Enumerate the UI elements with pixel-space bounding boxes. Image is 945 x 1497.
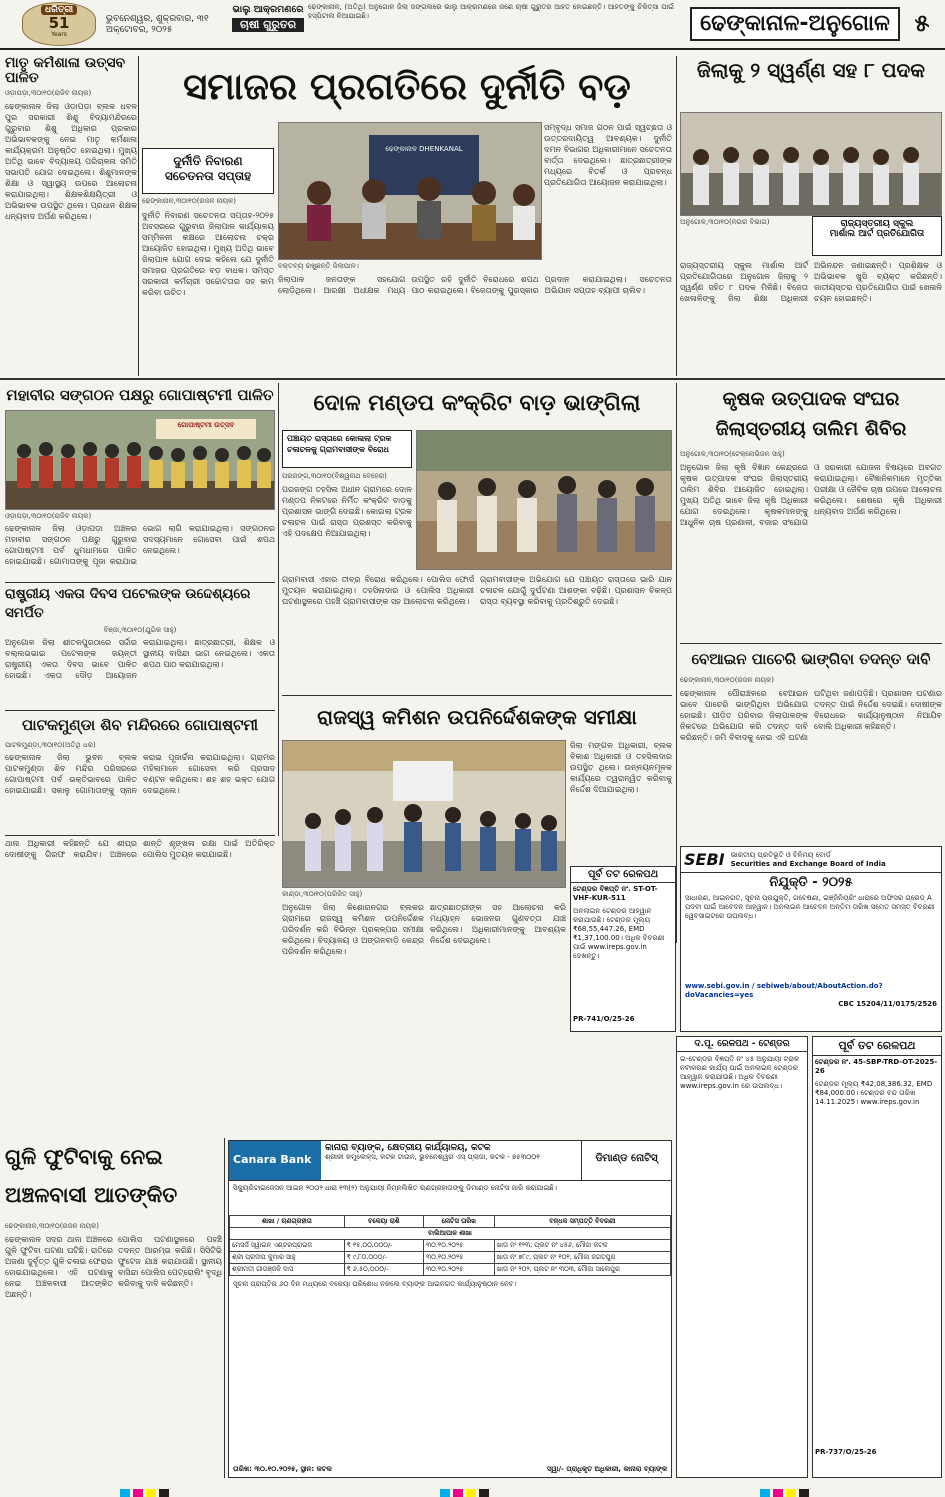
beain-body: ଢେଙ୍କାନାଳ ପୌରାଞ୍ଚଳରେ ବେଆଇନ ଭାବେ ପାଚେରି ଭାଙ୍ଗିଥିବା ଅଭିଯୋଗ ହୋଇଛି। ପୀଡ଼ିତ ପରିବାର ଜିଲାପାଳଙ୍କ ନିକଟରେ ଅଭିଯୋଗ କରି ତଦନ୍ତ ଦାବି କରିଛନ୍ତି। ଜମି ବିବାଦକୁ ନେଇ ଏହି ଘଟଣା ଘଟିଥିବା ଜଣାପଡ଼ିଛି। ପ୍ରଶାସନ ଘଟଣାର ତଦନ୍ତ ପାଇଁ ନିର୍ଦ୍ଦେଶ ଦେଇଛି। ଦୋଷୀଙ୍କ ବିରୋଧରେ କାର୍ଯ୍ୟାନୁଷ୍ଠାନ ନିଆଯିବ ବୋଲି ଅଧିକାରୀ କହିଛନ୍ତି। [680,689,942,742]
swatch-yellow [466,1489,476,1497]
medals-subhead-a: ରାଜ୍ୟସ୍ତରୀୟ ସ୍କୁଲ [840,219,914,229]
lead-subhead-b: ସଚେତନତା ସପ୍ତାହ [164,169,252,183]
tender1-title: ପୂର୍ବ ତଟ ରେଳପଥ [571,867,675,883]
registration-right [760,1484,812,1497]
row-name: ମେସର୍ସ ସ୍ୱାଇନ ଏଣ୍ଟରପ୍ରାଇଜ [230,1240,345,1252]
table-row [230,1240,671,1252]
row-amount: ₹ ୧୫,୦୦,୦୦୦/- [344,1240,423,1252]
swatch-cyan [760,1489,770,1497]
tender-ad-3 [812,1036,942,1478]
medals-headline: ଜିଲାକୁ ୨ ସ୍ୱର୍ଣ୍ଣ ସହ ୮ ପଦକ [696,58,926,82]
dol-headline: ଦୋଳ ମଣ୍ଡପ କଂକ୍ରିଟ ବାଡ଼ ଭାଙ୍ଗିଲା [313,391,641,416]
guli-headline-b: ଅଞ୍ଚଳବାସୀ ଆତଙ୍କିତ [5,1183,178,1207]
tender-ad-1 [570,866,676,1032]
tender2-title: ଦ.ପୂ. ରେଳପଥ - ଟେଣ୍ଡର [677,1037,807,1052]
anniversary-emblem [22,2,96,46]
medals-subhead-b: ମାର୍ଶାଲ ଆର୍ଟ ପ୍ରତିଯୋଗିତା [829,229,925,239]
sebi-title-en: Securities and Exchange Board of India [730,859,886,868]
row-amount: ₹ ୯,୮୦,୦୦୦/- [344,1252,423,1264]
sebi-body: ସାଧାରଣ, ଆଇନଗତ, ସୂଚନା ପ୍ରଯୁକ୍ତି, ଗବେଷଣା, ଇଞ୍ଜିନିୟରିଂ ଧାରାରେ ଅଫିସର ଗ୍ରେଡ୍ A ପଦବୀ ପାଇଁ ଆବେଦନ ଆହ୍ୱାନ। ଅନଲାଇନ ଆବେଦନ ଅନ୍ତିମ ତାରିଖ ସମେତ ସମସ୍ତ ବିବରଣୀ ୱେବସାଇଟରେ ଉପଲବ୍ଧ। [685,894,935,920]
mahavir-banner: ଗୋପାଷ୍ଟମୀ ଉତ୍ସବ [177,421,235,429]
masthead [0,0,945,50]
tender1-ref: ଟେଣ୍ଡର ବିଜ୍ଞପ୍ତି ନଂ. ST-OT-VHF-KUR-511 [573,885,658,902]
guli-body-3: ଥାନା ଅଧିକାରୀ କହିଛନ୍ତି ଯେ ଶୀଘ୍ର ଦୋଷୀଙ୍କୁ ଗିରଫ କରାଯିବ। ଅଞ୍ଚଳରେ ଶାନ୍ତି ଶୃଙ୍ଖଳା ରକ୍ଷା ପାଇଁ ଅତିରିକ୍ତ ପୋଲିସ ମୁତୟନ କରାଯାଇଛି। [5,839,275,859]
section-name: ଢେଙ୍କାନାଳ-ଅନୁଗୋଳ [690,7,900,41]
kicker-dateline: ଓଡ଼ାପଡ଼ା,୩୦ା୧୦(ରାଜିବ ନାୟକ) [5,89,92,98]
swatch-yellow [146,1489,156,1497]
guli-body-1: ଢେଙ୍କାନାଳ ସଦର ଥାନା ଅଞ୍ଚଳରେ ଗୁଳି ଫୁଟିବା ଘଟଣା ଘଟିଛି। ରାତିରେ ଅଜଣା ଦୁର୍ବୃତ୍ତ ଗୁଳି ଚଳାଇ ଫେରାର ହୋଇଯାଇଥିଲେ। ଏହି ଘଟଣାକୁ ନେଇ ଅଞ୍ଚଳବାସୀ ଆତଙ୍କିତ ଅଛନ୍ତି। [5,1235,113,1299]
anniversary-label: ଧରିତ୍ରୀ [41,5,77,15]
promo-box [232,4,304,42]
canara-logo: Canara Bank [229,1141,321,1180]
patak-extra [5,838,275,1134]
row-name: ଶ୍ରୀମତୀ ଗୀତାଞ୍ଜଳି ଦାସ [230,1264,345,1276]
rajaswa-photo [282,740,566,888]
canara-date: ତାରିଖ: ୩୦.୧୦.୨୦୨୫, ସ୍ଥାନ: କଟକ [233,1465,332,1473]
sebi-ad [680,846,942,1032]
sebi-title: ଭାରତୀୟ ପ୍ରତିଭୂତି ଓ ବିନିମୟ ବୋର୍ଡ [730,850,831,859]
mahavir-headline: ମହାବୀର ସଙ୍ଗଠନ ପକ୍ଷରୁ ଗୋପାଷ୍ଟମୀ ପାଳିତ [6,386,274,404]
rastriya-body: ଅନୁଗୋଳ ଜିଲା ଶୀତଳପୁରଠାରେ ସର୍ଦ୍ଦାର ବଲ୍ଲଭଭାଇ ପଟେଲଙ୍କ ଜୟନ୍ତୀ ରାଷ୍ଟ୍ରୀୟ ଏକତା ଦିବସ ଭାବେ ପାଳିତ ହୋଇଛି। ଏକତା ଦୌଡ଼ ଆୟୋଜନ କରାଯାଇଥିଲା। ଛାତ୍ରଛାତ୍ରୀ, ଶିକ୍ଷକ ଓ ସ୍ଥାନୀୟ ବାସିନ୍ଦା ଭାଗ ନେଇଥିଲେ। ଏକତା ଶପଥ ପାଠ କରାଯାଇଥିଲା। [5,638,275,680]
promo-line-b: ଚାଷୀ ଗୁରୁତର [232,18,304,32]
canara-addr: ଶ୍ରୀକୀ କମ୍ପ୍ଲେକ୍ସ, କଟକ ଟାଉନ, ଭୁବନେଶ୍ୱର ଏସ୍ ପ୍ଲାଜା, କଟକ - ୭୫୩୦୦୧ [325,1153,540,1161]
row-amount: ₹ ୬,୫୦,୦୦୦/- [344,1264,423,1276]
lead-photo-scene [279,123,542,260]
lead-photo [278,122,542,260]
canara-footer: ସୂଚନା ପ୍ରାପ୍ତିର ୬୦ ଦିନ ମଧ୍ୟରେ ବକେୟା ପରିଶୋଧ ନକଲେ ବ୍ୟାଙ୍କ ଆଇନଗତ କାର୍ଯ୍ୟାନୁଷ୍ଠାନ ନେବ। [233,1280,517,1288]
kicker-body: ଢେଙ୍କାନାଳ ଜିଲା ଓଡ଼ାପଡ଼ା ବ୍ଲକ ଧବଳ ପୁର ସରକାରୀ ଶିଶୁ ବିଦ୍ୟାମନ୍ଦିରରେ ଗୁରୁବାର ଶିଶୁ ଅଧିକାର ପ୍ରକାର ଅଭିଭାବକଙ୍କୁ ନେଇ ମାତୃ କର୍ମଶାଳା କାର୍ଯ୍ୟକ୍ରମ ଅନୁଷ୍ଠିତ ହୋଇଥିଲା। ମୁଖ୍ୟ ଅତିଥି ଭାବେ ବିଦ୍ୟାଳୟ ପରିଚାଳନା ସମିତି ସଭାପତି ଯୋଗ ଦେଇଥିଲେ। ଶିଶୁମାନଙ୍କ ଶିକ୍ଷା ଓ ସ୍ୱାସ୍ଥ୍ୟ ଉପରେ ଆଲୋଚନା କରାଯାଇଥିଲା। ଶିକ୍ଷକଶିକ୍ଷୟିତ୍ରୀ ଓ ଅଭିଭାବକ ଉପସ୍ଥିତ ଥିଲେ। ପ୍ରଧାନ ଶିକ୍ଷକ ଧନ୍ୟବାଦ ଅର୍ପଣ କରିଥିଲେ। [5,102,137,222]
dol-photo [416,430,672,570]
beain-headline: ବେଆଇନ ପାଚେରି ଭାଙ୍ଗିବା ତଦନ୍ତ ଦାବି [691,650,931,668]
lead-subhead-a: ଦୁର୍ନୀତି ନିବାରଣ [173,154,243,168]
tender3-ref: ଟେଣ୍ଡର ନଂ. 45-SBP-TRD-OT-2025-26 [815,1058,938,1075]
row-asset: ଖାତା ନଂ ୭୮୯, ପ୍ଲଟ ନଂ ୧୦୧, ମୌଜା ଜଗତପୁର [494,1252,670,1264]
swatch-magenta [133,1489,143,1497]
krushak-headline-a: କୃଷକ ଉତ୍ପାଦକ ସଂଘର [722,388,900,410]
patak-body: ଢେଙ୍କାନାଳ ଜିଲା ଭୁବନ ବ୍ଲକ ପାଟକମୁଣ୍ଡା ଶିବ ମନ୍ଦିର ପରିସରରେ ଗୋପାଷ୍ଟମୀ ପର୍ବ ଭକ୍ତିଭାବରେ ପାଳିତ ହୋଇଯାଇଛି। ସକାଳୁ ଗୋମାତାଙ୍କୁ ସ୍ନାନ କରାଇ ପୂଜାର୍ଚ୍ଚନା କରାଯାଇଥିଲା। ଗ୍ରାମର ମହିଳାମାନେ ଗୋସେବା କରି ପ୍ରସାଦ ବଣ୍ଟନ କରିଥିଲେ। ଶହ ଶହ ଭକ୍ତ ଯୋଗ ଦେଇଥିଲେ। [5,753,275,795]
lead-body-3: ଜିଲାପାଳ ଜନତାଙ୍କ ସହଯୋଗ ଲୋଡ଼ିଥିଲେ। ଆରକ୍ଷୀ ଅଧୀକ୍ଷକ ମଧ୍ୟ ଉପସ୍ଥିତ ରହି ଦୁର୍ନୀତି ବିରୋଧରେ ଶପଥ ପାଠ କରାଇଥିଲେ। ବିଜେତାଙ୍କୁ ପୁରସ୍କାର ପ୍ରଦାନ କରାଯାଇଥିଲା। ସଚେତନତା ଅଭିଯାନ ସପ୍ତାହ ବ୍ୟାପୀ ଚାଲିବ। [278,275,672,295]
lead-dateline: ଢେଙ୍କାନାଳ,୩୦ା୧୦(ରଜନ ନାୟକ) [142,197,236,205]
canara-intro: ସିକ୍ୟୁରିଟାଇଜେସନ ଆଇନ ୨୦୦୨ ଧାରା ୧୩(୨) ଅନୁଯାୟୀ ନିମ୍ନଲିଖିତ ଋଣଗ୍ରହୀତାଙ୍କୁ ଡିମାଣ୍ଡ ନୋଟିସ ଜାରି କରାଯାଇଛି। [233,1184,557,1192]
swatch-magenta [453,1489,463,1497]
mahavir-caption: ଓଡ଼ାପଡ଼ା,୩୦ା୧୦(ରାଜିବ ନାୟକ) [5,512,92,520]
krushak-headline-b: ଜିଲାସ୍ତରୀୟ ତାଲିମ ଶିବିର [715,418,907,440]
beain-dateline: ଢେଙ୍କାନାଳ,୩୦ା୧୦(ରଜନ ନାୟକ) [680,676,774,684]
dol-photo-scene [417,431,672,570]
rastriya-headline: ରାଷ୍ଟ୍ରୀୟ ଏକତା ଦିବସ ପଟେଲଙ୍କ ଉଦ୍ଦେଶ୍ୟରେ ସମର୍ପିତ [5,586,251,621]
medals-photo [680,112,942,216]
canara-notice: ଡିମାଣ୍ଡ ନୋଟିସ୍ [581,1141,671,1180]
swatch-yellow [786,1489,796,1497]
promo-line-a: ଭାଲୁ ଆକ୍ରମଣରେ [232,4,304,15]
row-asset: ଖାତା ନଂ ୨୦୨, ପ୍ଲଟ ନଂ ୩୦୩, ମୌଜା ସାଲେପୁର [494,1264,670,1276]
table-row [230,1252,671,1264]
canara-sign: ସ୍ୱା/- ପ୍ରାଧିକୃତ ଅଧିକାରୀ, କାନାରା ବ୍ୟାଙ୍କ [547,1465,667,1473]
medals-caption: ଅନୁଗୋଳ,୩୦ା୧୦(ନଗର ବିଭାଗ) [680,218,770,226]
row-asset: ଖାତା ନଂ ୧୨୩, ପ୍ଲଟ ନଂ ୪୫୬, ମୌଜା କଟକ [494,1240,670,1252]
kicker-headline: ମାତୃ କର୍ମଶାଳା ଉତ୍ସବ ପାଳିତ [5,56,126,86]
rajaswa-body-2: ଛାତ୍ରଛାତ୍ରୀଙ୍କ ସହ ଆଲୋଚନା କରି ମଧ୍ୟାହ୍ନ ଭୋଜନର ଗୁଣବତ୍ତା ଯାଞ୍ଚ କରିଥିଲେ। ଅଧିକାରୀମାନଙ୍କୁ ଆବଶ୍ୟକ ନିର୍ଦ୍ଦେଶ ଦେଇଥିଲେ। [430,903,566,945]
rajaswa-photo-scene [283,741,566,888]
sebi-head: ନିଯୁକ୍ତି - ୨୦୨୫ [769,875,853,890]
canara-col-branch: ଶାଖା / ଋଣଗ୍ରହୀତା [230,1216,345,1228]
dol-body-1: ପରଜଙ୍ଗ ତହସିଲ ଅଧୀନ ଗ୍ରାମରେ ଦୋଳ ମଣ୍ଡପ ନିକଟରେ ନିର୍ମିତ କଂକ୍ରିଟ ବାଡ଼କୁ ପ୍ରଶାସନ ଭାଙ୍ଗି ଦେଇଛି। କୋଇଲା ଟ୍ରକ ଚଳାଚଳ ପାଇଁ ରାସ୍ତା ପ୍ରଶସ୍ତ କରିବାକୁ ଏହି ପଦକ୍ଷେପ ନିଆଯାଇଥିଲା। [282,485,412,538]
medals-photo-scene [681,113,942,216]
rajaswa-headline: ରାଜସ୍ୱ କମିଶନ ଉପନିର୍ଦ୍ଦେଶକଙ୍କ ସମୀକ୍ଷା [317,705,637,729]
guli-headline-a: ଗୁଳି ଫୁଟିବାକୁ ନେଇ [5,1145,163,1169]
promo-text: ଢେଙ୍କାନାଳ, (ଅତିଥି) ଅନୁଗୋଳ ଜିଲା ଜଙ୍ଗଲରେ ଭାଲୁ ଆକ୍ରମଣରେ ଜଣେ ଚାଷୀ ଗୁରୁତର ଆହତ ହୋଇଛନ୍ତି। ଆହତଙ୍କୁ ଚିକିତ୍ସା ପାଇଁ ହସ୍ପିଟାଲ ନିଆଯାଇଛି। [308,3,674,20]
sebi-logo: SEBI [684,850,725,869]
swatch-cyan [120,1489,130,1497]
swatch-magenta [773,1489,783,1497]
guli-body-2: ପୋଲିସ ଘଟଣାସ୍ଥଳରେ ପହଞ୍ଚି ତଦନ୍ତ ଆରମ୍ଭ କରିଛି। ସିସିଟିଭି ଫୁଟେଜ ଯାଞ୍ଚ କରାଯାଉଛି। ସ୍ଥାନୀୟ ବାସିନ୍ଦା ପୋଲିସ ପେଟ୍ରୋଲିଂ ବୃଦ୍ଧି କରିବାକୁ ଦାବି କରିଛନ୍ତି। [118,1235,222,1288]
swatch-black [799,1489,809,1497]
row-name: ଶ୍ରୀ ପ୍ରଦୀପ କୁମାର ସାହୁ [230,1252,345,1264]
mahavir-body: ଢେଙ୍କାନାଳ ଜିଲା ଓଡ଼ାପଡ଼ା ଅଞ୍ଚଳର ମହାବୀର ସଙ୍ଗଠନ ପକ୍ଷରୁ ଗୁରୁବାର ଗୋପାଷ୍ଟମୀ ପର୍ବ ଧୁମଧାମରେ ପାଳିତ ହୋଇଯାଇଛି। ଗୋମାତାଙ୍କୁ ପୂଜା କରାଯାଇ ଭୋଗ ଲାଗି କରାଯାଇଥିଲା। ସଙ୍ଗଠନର ସଦସ୍ୟମାନେ ଗୋସେବା ପାଇଁ ଶପଥ ନେଇଥିଲେ। [5,524,275,566]
anniversary-sub: Years [51,31,67,38]
registration-mid [440,1484,492,1497]
lead-body-2: ସମ୍ବୃଦ୍ଧ ସମାଜ ଗଠନ ପାଇଁ ସ୍ୱଚ୍ଛତା ଓ ଉତ୍ତରଦାୟିତ୍ୱ ଆବଶ୍ୟକ। ଦୁର୍ନୀତି ଦମନ ବିଭାଗର ଅଧିକାରୀମାନେ ସଚେତନତା ବାର୍ତ୍ତା ଦେଇଥିଲେ। ଛାତ୍ରଛାତ୍ରୀଙ୍କ ମଧ୍ୟରେ ବିତର୍କ ଓ ପ୍ରବନ୍ଧ ପ୍ରତିଯୋଗିତା ଆୟୋଜନ କରାଯାଇଥିଲା। [544,123,672,187]
tender2-body: ଇ-ଟେଣ୍ଡର ବିଜ୍ଞପ୍ତି ନଂ ୪୫ ଅନୁଯାୟୀ ଟ୍ରାକ ନବୀକରଣ କାର୍ଯ୍ୟ ପାଇଁ ଅନଲାଇନ ଟେଣ୍ଡର ଆହ୍ୱାନ କରାଯାଉଛି। ଅଧିକ ବିବରଣୀ www.ireps.gov.in ରେ ଉପଲବ୍ଧ। [680,1055,800,1090]
mahavir-photo [5,410,275,510]
krushak-headline [680,384,942,446]
rastriya-dateline: ବିଞ୍ଜା,୩୦ା୧୦(ଯୁଗିକ ସାହୁ) [103,626,177,634]
row-date: ୩୦.୧୦.୨୦୨୫ [424,1252,495,1264]
print-registration-strip [0,1482,945,1497]
tender3-title: ପୂର୍ବ ତଟ ରେଳପଥ [813,1037,941,1056]
lead-subhead [142,148,274,194]
page-number: ୫ [914,9,930,37]
guli-dateline: ଢେଙ୍କାନାଳ,୩୦ା୧୦(ରଜନ ନାୟକ) [5,1222,99,1230]
tender1-body: ଅନଲାଇନ ଟେଣ୍ଡର ଆହ୍ୱାନ କରାଯାଉଛି। ଟେଣ୍ଡର ମୂଲ୍ୟ ₹68,55,447.26, EMD ₹1,37,100.00। ଅଧିକ ବିବରଣୀ ପାଇଁ www.ireps.gov.in ଦେଖନ୍ତୁ। [573,907,665,960]
canara-ad [228,1140,672,1478]
swatch-cyan [440,1489,450,1497]
row-date: ୩୦.୧୦.୨୦୨୫ [424,1264,495,1276]
krushak-body: ଅନୁଗୋଳ ଜିଲା କୃଷି ବିଜ୍ଞାନ କେନ୍ଦ୍ରରେ କୃଷକ ଉତ୍ପାଦକ ସଂଘର ଜିଲାସ୍ତରୀୟ ତାଲିମ ଶିବିର ଆୟୋଜିତ ହୋଇଥିଲା। ମୁଖ୍ୟ ଅତିଥି ଭାବେ ଜିଲା କୃଷି ଅଧିକାରୀ ଯୋଗ ଦେଇଥିଲେ। କୃଷକମାନଙ୍କୁ ଆଧୁନିକ ଚାଷ ପ୍ରଣାଳୀ, ବଜାର ସଂଯୋଗ ଓ ସରକାରୀ ଯୋଜନା ବିଷୟରେ ଅବଗତ କରାଯାଇଥିଲା। ବୈଜ୍ଞାନିକମାନେ ମୃତ୍ତିକା ପରୀକ୍ଷା ଓ ଜୈବିକ ଚାଷ ଉପରେ ଆଲୋଚନା କରିଥିଲେ। ଶେଷରେ କୃଷି ଅଧିକାରୀ ଧନ୍ୟବାଦ ଅର୍ପଣ କରିଥିଲେ। [680,463,942,527]
lead-caption: ବକ୍ତବ୍ୟ ରଖୁଛନ୍ତି ଜିଲାପାଳ। [278,262,359,270]
sebi-code: CBC 15204/11/0175/2526 [838,1000,937,1008]
registration-left [120,1484,172,1497]
medals-subhead [812,216,942,256]
tender3-code: PR-737/O/25-26 [815,1448,877,1456]
lead-photo-banner: ଢେଙ୍କାନାଳ DHENKANAL [385,145,463,153]
rajaswa-caption: କାଣ୍ଡା,୩୦ା୧୦(ପରିଜିତ ସାହୁ) [282,890,363,898]
table-row [230,1264,671,1276]
patak-headline: ପାଟକମୁଣ୍ଡା ଶିବ ମନ୍ଦିରରେ ଗୋପାଷ୍ଟମୀ [21,716,259,734]
kicker-story [5,56,137,376]
row-date: ୩୦.୧୦.୨୦୨୫ [424,1240,495,1252]
krushak-dateline: ଅନୁଗୋଳ,୩୦ା୧୦(ଟେକ୍ନୋଭିଜନ ସାହୁ) [680,450,785,458]
canara-branch: ବାଲିଆପାଳ ଶାଖା [230,1228,671,1240]
tender-ad-2 [676,1036,808,1478]
sebi-url[interactable]: www.sebi.gov.in / sebiweb/about/AboutAction.do?doVacancies=yes [685,982,883,999]
dol-body-2: ଗ୍ରାମବାସୀ ଏହାର ତୀବ୍ର ବିରୋଧ କରିଥିଲେ। ପୋଲିସ ଫୋର୍ସ ମୁତୟନ କରାଯାଇଥିଲା। ତହସିଲଦାର ଓ ପୋଲିସ ଅଧିକାରୀ ଘଟଣାସ୍ଥଳରେ ପହଞ୍ଚି ଗ୍ରାମବାସୀଙ୍କ ସହ ଆଲୋଚନା କରିଥିଲେ। [282,575,474,606]
guli-headline [5,1138,220,1218]
rajaswa-body-3: ଜିଲା ମଙ୍ଗଳ ଅଧିକାରୀ, ବ୍ଲକ ବିକାଶ ଅଧିକାରୀ ଓ ତହସିଲଦାର ଉପସ୍ଥିତ ଥିଲେ। ଉନ୍ନୟନମୂଳକ କାର୍ଯ୍ୟରେ ତ୍ୱରାନ୍ୱିତ କରିବାକୁ ନିର୍ଦ୍ଦେଶ ଦିଆଯାଇଥିଲା। [570,741,672,794]
canara-head: କାନାରା ବ୍ୟାଙ୍କ, କ୍ଷେତ୍ରୀୟ କାର୍ଯ୍ୟାଳୟ, କଟକ [325,1143,491,1153]
lead-body-1: ଦୁର୍ନୀତି ନିବାରଣ ସଚେତନତା ସପ୍ତାହ-୨୦୨୫ ଅବସରରେ ଗୁରୁବାର ଜିଲାପାଳ କାର୍ଯ୍ୟାଳୟ ସମ୍ମିଳନୀ କକ୍ଷରେ ଆଲୋଚନା ଚକ୍ର ଆୟୋଜିତ ହୋଇଥିଲା। ମୁଖ୍ୟ ଅତିଥି ଭାବେ ଜିଲାପାଳ ଯୋଗ ଦେଇ କହିଲେ ଯେ ଦୁର୍ନୀତି ସମାଜର ପ୍ରଗତିରେ ବଡ଼ ବାଧକ। ସମସ୍ତ ସରକାରୀ କର୍ମଚାରୀ ସଚ୍ଚୋଟତାର ସହ କାମ କରିବା ଉଚିତ। [142,211,274,297]
canara-col-asset: ବନ୍ଧକ ସମ୍ପତ୍ତି ବିବରଣୀ [494,1216,670,1228]
dol-subhead: ପଞ୍ଚାୟତ ରାସ୍ତାରେ କୋଳାଲା ଟ୍ରକ ଚଳାଚଳକୁ ଗ୍ରାମବାସୀଙ୍କ ବିରୋଧ [282,430,412,468]
swatch-black [159,1489,169,1497]
dol-body-3: ଗ୍ରାମବାସୀଙ୍କ ଅଭିଯୋଗ ଯେ ପଞ୍ଚାୟତ ରାସ୍ତାରେ ଭାରି ଯାନ ଚଳାଚଳ ଯୋଗୁଁ ଦୁର୍ଘଟଣା ଆଶଙ୍କା ବଢ଼ିଛି। ପ୍ରଶାସନ ବିକଳ୍ପ ରାସ୍ତା ବ୍ୟବସ୍ଥା କରିବାକୁ ପ୍ରତିଶ୍ରୁତି ଦେଇଛି। [480,575,672,606]
medals-body: ରାଜ୍ୟସ୍ତରୀୟ ସ୍କୁଲ ମାର୍ଶାଲ ଆର୍ଟ ପ୍ରତିଯୋଗିତାରେ ଅନୁଗୋଳ ଜିଲାକୁ ୨ ସ୍ୱର୍ଣ୍ଣ ସହିତ ୮ ପଦକ ମିଳିଛି। ବିଜେତା ଖେଳାଳିଙ୍କୁ ଜିଲା ଶିକ୍ଷା ଅଧିକାରୀ ଅଭିନନ୍ଦନ ଜଣାଇଛନ୍ତି। ପ୍ରଶିକ୍ଷକ ଓ ଅଭିଭାବକ ଖୁସି ବ୍ୟକ୍ତ କରିଛନ୍ତି। ଜାତୀୟସ୍ତର ପ୍ରତିଯୋଗିତା ପାଇଁ ଖେଳାଳି ଚୟନ ହୋଇଛନ୍ତି। [680,261,942,303]
dol-dateline: ପରଜଙ୍ଗ,୩୦ା୧୦(ବିଶ୍ୱନାଥ ବେହେରା) [282,472,387,480]
canara-table [229,1215,671,1276]
swatch-black [479,1489,489,1497]
anniversary-number: 51 [48,14,70,32]
dateline: ଭୁବନେଶ୍ୱର, ଶୁକ୍ରବାର, ୩୧ ଅକ୍ଟୋବର, ୨୦୨୫ [106,14,209,35]
patak-dateline: ପାଟକମୁଣ୍ଡା,୩୦ା୧୦(ଅତିଥି ଧର) [5,741,96,749]
tender1-code: PR-741/O/25-26 [573,1015,635,1023]
lead-headline: ସମାଜର ପ୍ରଗତିରେ ଦୁର୍ନୀତି ବଡ଼ [183,65,631,108]
tender3-body: ଟେଣ୍ଡର ମୂଲ୍ୟ ₹42,08,386.32, EMD ₹84,000.00। ଟେଣ୍ଡର ବନ୍ଦ ତାରିଖ 14.11.2025। www.ireps.gov.in [815,1080,933,1106]
canara-col-date: ନୋଟିସ ତାରିଖ [424,1216,495,1228]
canara-col-amount: ବକେୟା ରାଶି [344,1216,423,1228]
rajaswa-body-1: ଅନୁଗୋଳ ଜିଲା କିଶୋରନଗର ବ୍ଲକର ଗ୍ରାମରେ ରାଜସ୍ୱ କମିଶନ ଉପନିର୍ଦ୍ଦେଶକ ପରିଦର୍ଶନ କରି ବିଭିନ୍ନ ପ୍ରକଳ୍ପର ସମୀକ୍ଷା କରିଥିଲେ। ବିଦ୍ୟାଳୟ ଓ ଅଙ୍ଗନବାଡ଼ି କେନ୍ଦ୍ର ପରିଦର୍ଶନ କରିଥିଲେ। [282,903,424,956]
